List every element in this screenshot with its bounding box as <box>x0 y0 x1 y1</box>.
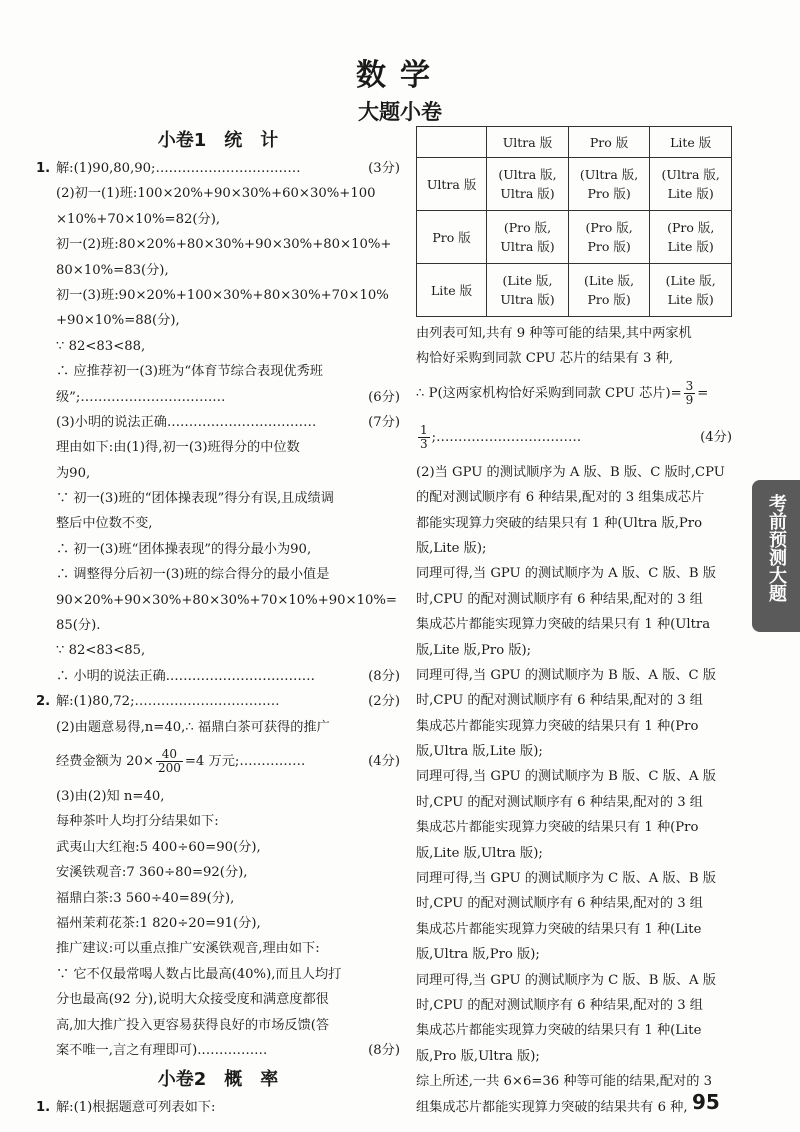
q1-line: ∴ 应推荐初一(3)班为“体育节综合表现优秀班 <box>56 364 323 380</box>
answer-line: 同理可得,当 GPU 的测试顺序为 B 版、A 版、C 版 <box>416 667 716 683</box>
q1-line: 整后中位数不变, <box>56 516 153 532</box>
table-col-header: Ultra 版 <box>487 127 569 158</box>
answer-line: 版,Lite 版,Ultra 版); <box>416 845 543 861</box>
answer-line: (2)当 GPU 的测试顺序为 A 版、B 版、C 版时,CPU <box>416 464 725 480</box>
table-row <box>417 211 732 264</box>
table-cell: (Ultra 版, Ultra 版) <box>487 158 569 211</box>
table-cell: (Lite 版, Ultra 版) <box>487 264 569 317</box>
table-cell: (Ultra 版, Pro 版) <box>568 158 650 211</box>
answer-line: 组集成芯片都能实现算力突破的结果共有 6 种, <box>416 1099 688 1115</box>
q1-line: ∵ 82<83<85, <box>56 643 146 659</box>
answer-line-fraction: ∴ P(这两家机构恰好采购到同款 CPU 芯片)= $\frac{3}{9}$ = <box>416 378 709 407</box>
answer-line: 时,CPU 的配对测试顺序有 6 种结果,配对的 3 组 <box>416 794 703 810</box>
q2-line-fraction: 经费金额为 20× $\frac{40}{200}$ =4 万元;…………… (4分) <box>56 746 400 775</box>
table-row <box>417 264 732 317</box>
q1-line: 理由如下:由(1)得,初一(3)班得分的中位数 <box>56 440 300 456</box>
answer-line: 集成芯片都能实现算力突破的结果只有 1 种(Pro <box>416 820 699 836</box>
q2-line: 分也最高(92 分),说明大众接受度和满意度都很 <box>56 992 329 1008</box>
q1-line: 级”;…………………………… (6分) <box>56 389 400 405</box>
page-title: 数学 <box>356 58 444 93</box>
answer-line: 同理可得,当 GPU 的测试顺序为 C 版、A 版、B 版 <box>416 871 716 887</box>
answer-line: 集成芯片都能实现算力突破的结果只有 1 种(Ultra <box>416 617 711 633</box>
answer-line: 版,Ultra 版,Lite 版); <box>416 744 543 760</box>
answer-line: 版,Lite 版); <box>416 540 487 556</box>
answer-line: 集成芯片都能实现算力突破的结果只有 1 种(Lite <box>416 921 702 937</box>
answer-line: 同理可得,当 GPU 的测试顺序为 B 版、C 版、A 版 <box>416 769 716 785</box>
answer-line: 版,Pro 版,Ultra 版); <box>416 1048 540 1064</box>
q2-line: 案不唯一,言之有理即可).…………… (8分) <box>56 1042 400 1058</box>
table-cell: (Ultra 版, Lite 版) <box>650 158 732 211</box>
q1-line: 80×10%=83(分), <box>56 262 169 278</box>
answer-line: 的配对测试顺序有 6 种结果,配对的 3 组集成芯片 <box>416 490 705 506</box>
q2-line: 2. 解:(1)80,72;…………………………… (2分) <box>36 694 400 710</box>
q1-line: ∵ 82<83<88, <box>56 338 146 354</box>
table-corner-cell <box>417 127 487 158</box>
q3-line: 1. 解:(1)根据题意可列表如下: <box>36 1100 216 1116</box>
table-col-header: Pro 版 <box>568 127 650 158</box>
table-col-header: Lite 版 <box>650 127 732 158</box>
q1-line: 1. 解:(1)90,80,90;…………………………… (3分) <box>36 161 400 176</box>
table-cell: (Lite 版, Lite 版) <box>650 264 732 317</box>
answer-line: 时,CPU 的配对测试顺序有 6 种结果,配对的 3 组 <box>416 693 703 709</box>
answer-line: 集成芯片都能实现算力突破的结果只有 1 种(Lite <box>416 1023 702 1039</box>
answer-line-fraction: $\frac{1}{3}$ ;…………………………… (4分) <box>420 422 732 451</box>
table-cell: (Pro 版, Ultra 版) <box>487 211 569 264</box>
right-column <box>416 126 732 1120</box>
table-cell: (Pro 版, Lite 版) <box>650 211 732 264</box>
answer-line: 综上所述,一共 6×6=36 种等可能的结果,配对的 3 <box>416 1074 713 1090</box>
fraction: $\frac{1}{3}$ <box>420 422 428 451</box>
q1-line: +90×10%=88(分), <box>56 313 180 329</box>
fraction: $\frac{40}{200}$ <box>157 746 181 775</box>
q1-line: 为90, <box>56 465 91 481</box>
side-tab-label: 考前预测大题 <box>766 494 787 602</box>
answer-line: 时,CPU 的配对测试顺序有 6 种结果,配对的 3 组 <box>416 591 703 607</box>
q1-line: 初一(3)班:90×20%+100×30%+80×30%+70×10% <box>56 287 389 303</box>
q2-line: 福鼎白茶:3 560÷40=89(分), <box>56 890 235 906</box>
page-number: 95 <box>692 1090 720 1114</box>
answer-line: 集成芯片都能实现算力突破的结果只有 1 种(Pro <box>416 718 699 734</box>
table-row-header: Pro 版 <box>417 211 487 264</box>
table-cell: (Pro 版, Pro 版) <box>568 211 650 264</box>
q2-line: 高,加大推广投入更容易获得良好的市场反馈(答 <box>56 1017 330 1033</box>
section-title-statistics: 小卷1 统 计 <box>157 130 279 151</box>
q1-line: 90×20%+90×30%+80×30%+70×10%+90×10%= <box>56 592 397 608</box>
q1-line: ×10%+70×10%=82(分), <box>56 211 221 227</box>
q1-line: 85(分). <box>56 618 101 634</box>
page-subtitle: 大题小卷 <box>358 99 442 124</box>
q1-line: ∴ 小明的说法正确.…………………………… (8分) <box>56 668 400 684</box>
q2-line: (2)由题意易得,n=40,∴ 福鼎白茶可获得的推广 <box>56 719 330 735</box>
q1-line: (3)小明的说法正确.…………………………… (7分) <box>56 414 400 430</box>
q1-line: ∵ 初一(3)班的“团体操表现”得分有误,且成绩调 <box>56 491 334 507</box>
q2-line: 安溪铁观音:7 360÷80=92(分), <box>56 865 248 881</box>
q2-line: 福州茉莉花茶:1 820÷20=91(分), <box>56 915 261 931</box>
answer-line: 同理可得,当 GPU 的测试顺序为 C 版、B 版、A 版 <box>416 972 716 988</box>
answer-line: 同理可得,当 GPU 的测试顺序为 A 版、C 版、B 版 <box>416 566 716 582</box>
side-tab <box>752 480 800 632</box>
answer-line: 由列表可知,共有 9 种等可能的结果,其中两家机 <box>416 326 692 341</box>
q1-line: 初一(2)班:80×20%+80×30%+90×30%+80×10%+ <box>56 237 392 253</box>
left-column <box>36 126 400 1121</box>
outcome-table <box>416 126 732 317</box>
q2-line: ∵ 它不仅最常喝人数占比最高(40%),而且人均打 <box>56 966 342 982</box>
q2-line: 推广建议:可以重点推广安溪铁观音,理由如下: <box>56 941 320 957</box>
section-title-probability: 小卷2 概 率 <box>157 1069 279 1091</box>
answer-line: 都能实现算力突破的结果只有 1 种(Ultra 版,Pro <box>416 515 703 531</box>
answer-line: 版,Lite 版,Pro 版); <box>416 642 532 658</box>
q1-line: (2)初一(1)班:100×20%+90×30%+60×30%+100 <box>56 186 376 202</box>
q2-line: 每种茶叶人均打分结果如下: <box>56 814 219 830</box>
fraction: $\frac{3}{9}$ <box>685 378 694 407</box>
table-row <box>417 158 732 211</box>
answer-line: 构恰好采购到同款 CPU 芯片的结果有 3 种, <box>416 351 674 367</box>
q1-line: ∴ 初一(3)班“团体操表现”的得分最小为90, <box>56 541 312 557</box>
table-cell: (Lite 版, Pro 版) <box>568 264 650 317</box>
answer-line: 时,CPU 的配对测试顺序有 6 种结果,配对的 3 组 <box>416 896 703 912</box>
q1-line: ∴ 调整得分后初一(3)班的综合得分的最小值是 <box>56 567 330 583</box>
q2-line: (3)由(2)知 n=40, <box>56 788 165 804</box>
q2-line: 武夷山大红袍:5 400÷60=90(分), <box>56 839 261 855</box>
answer-line: 版,Ultra 版,Pro 版); <box>416 947 540 963</box>
answer-line: 时,CPU 的配对测试顺序有 6 种结果,配对的 3 组 <box>416 997 703 1013</box>
table-row-header: Lite 版 <box>417 264 487 317</box>
table-row-header: Ultra 版 <box>417 158 487 211</box>
